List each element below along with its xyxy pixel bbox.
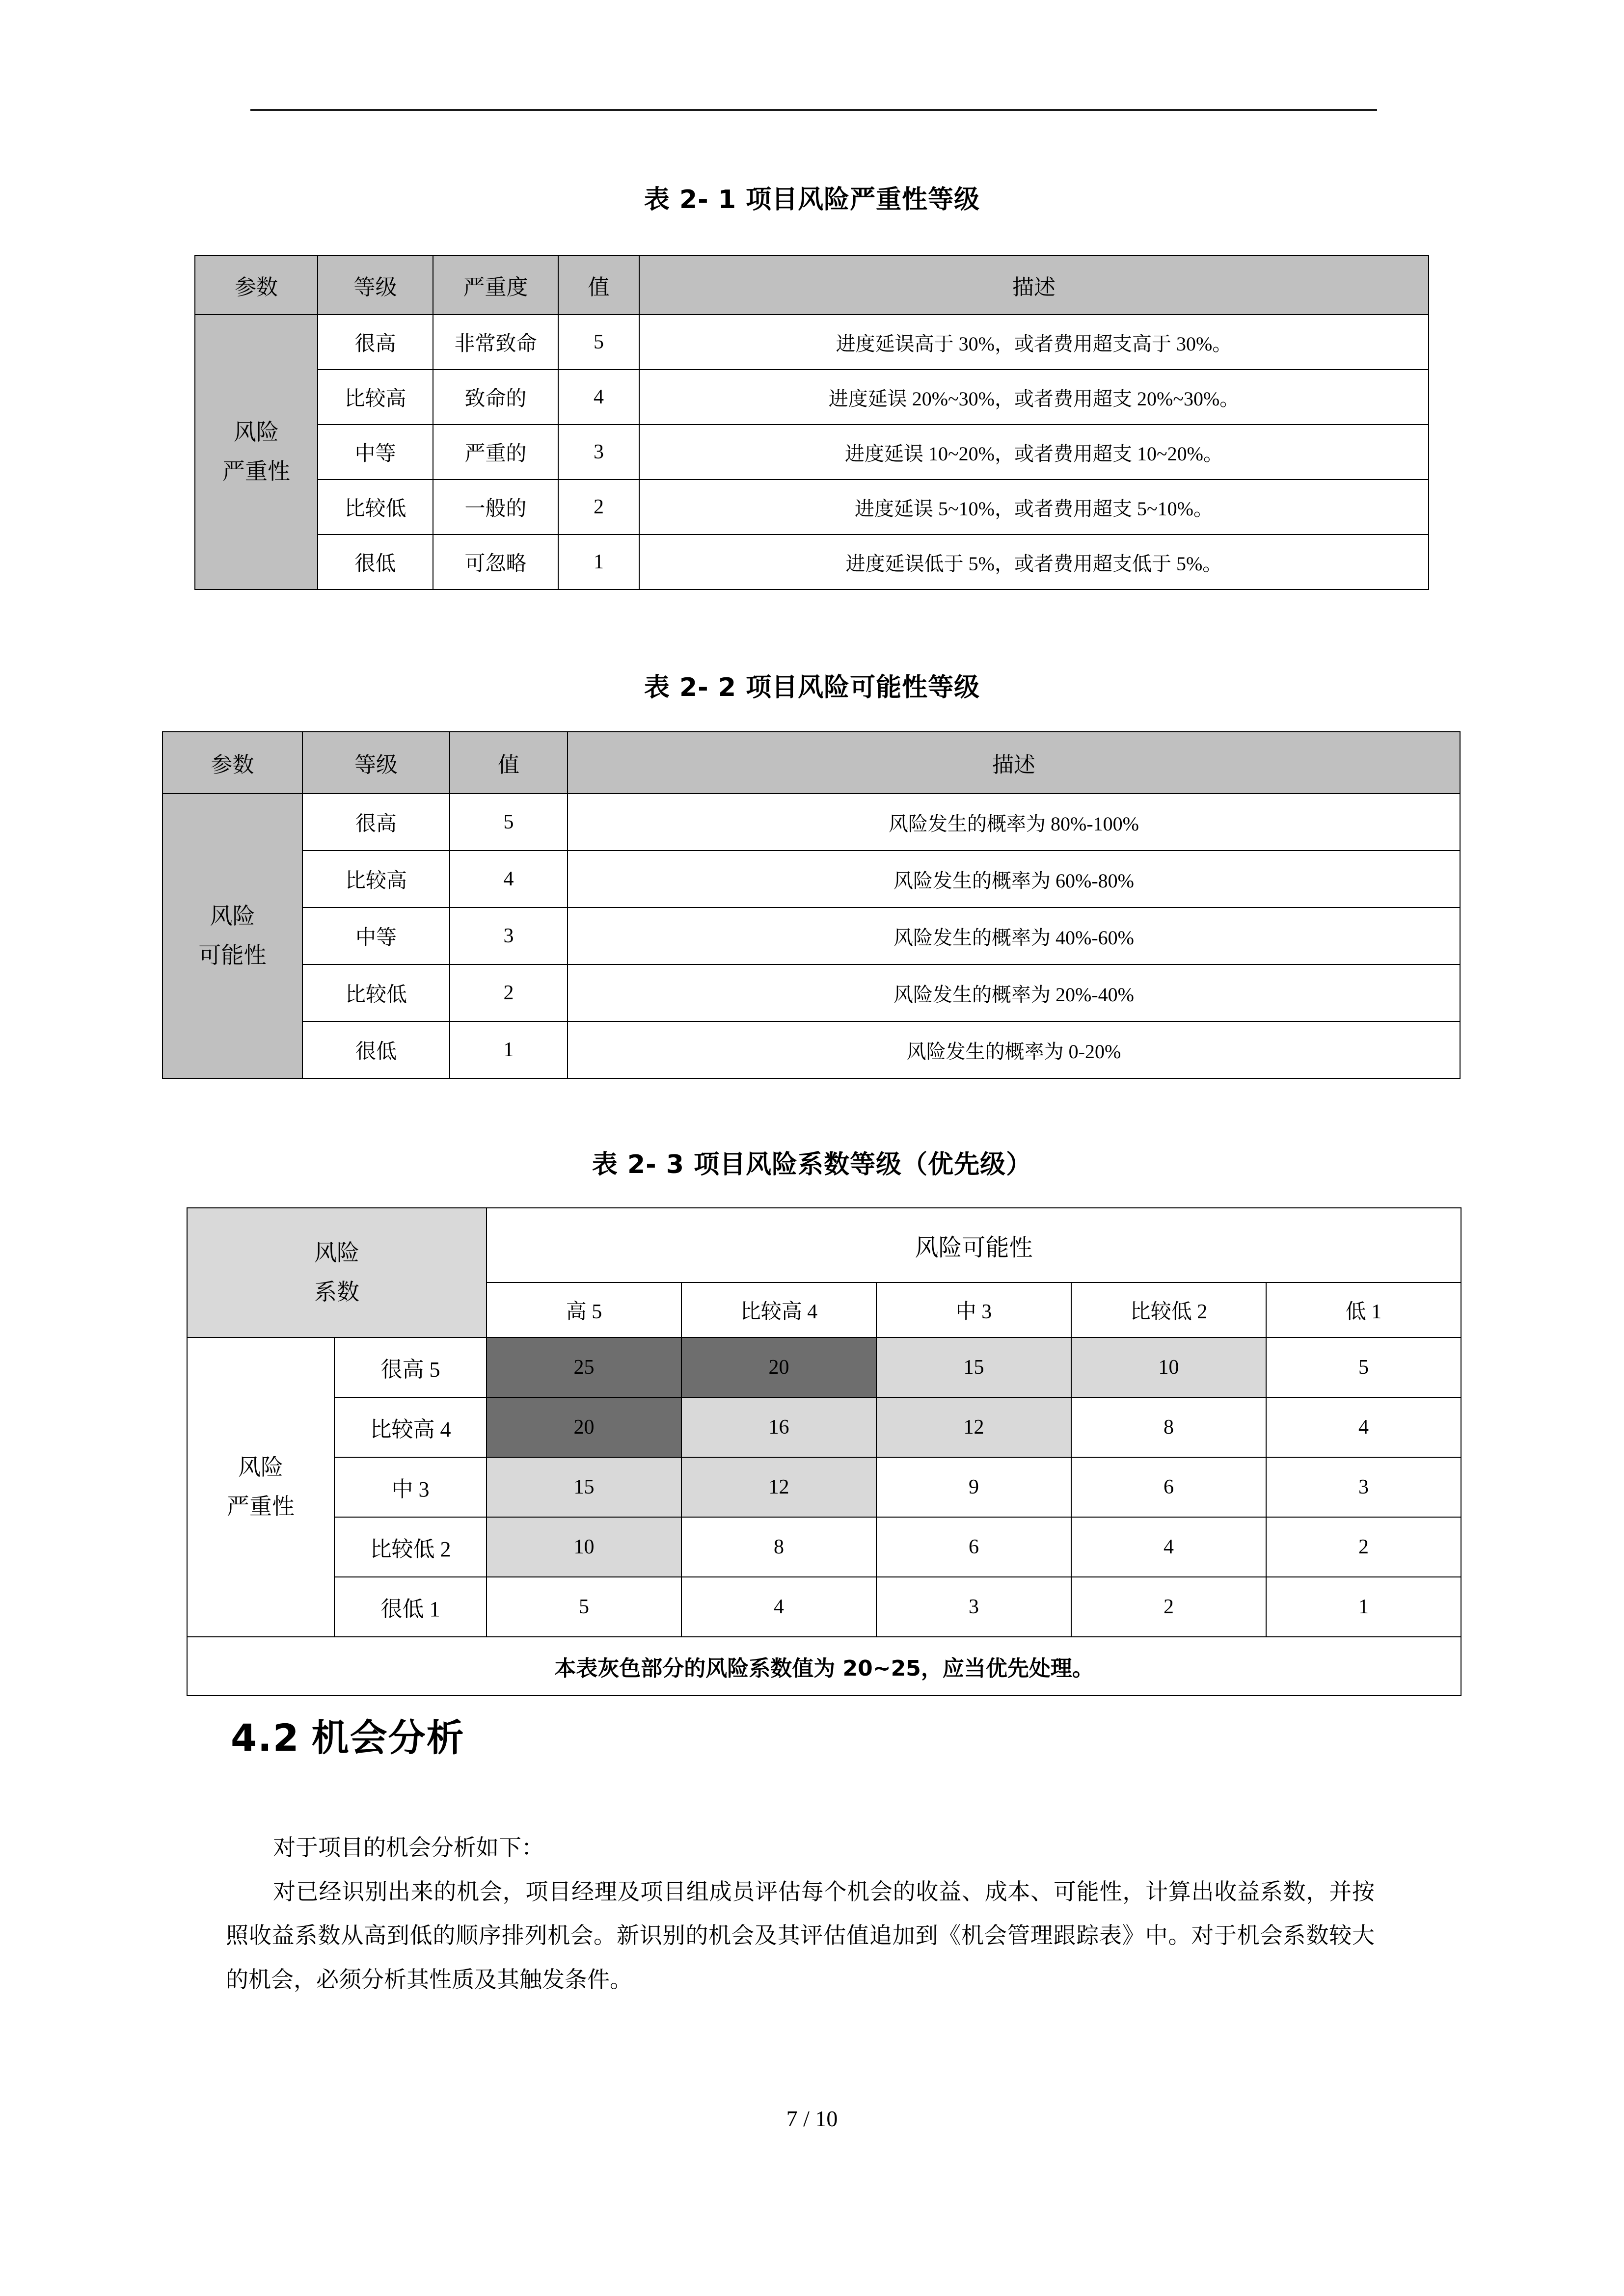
section-title: 机会分析 xyxy=(311,1716,465,1760)
matrix-cell: 20 xyxy=(487,1397,681,1457)
cell-description: 风险发生的概率为 60%-80% xyxy=(568,851,1460,908)
cell-level: 很高 xyxy=(318,315,433,370)
cell-level: 很低 xyxy=(302,1021,450,1078)
row-group-label-line2: 可能性 xyxy=(198,943,267,968)
matrix-row-label-2: 比较高 4 xyxy=(334,1397,487,1457)
table-row xyxy=(187,1457,1461,1517)
cell-level: 比较低 xyxy=(302,964,450,1021)
cell-description: 进度延误 5~10%，或者费用超支 5~10%。 xyxy=(639,480,1429,534)
table-row xyxy=(187,1337,1461,1397)
row-group-label-line1: 风险 xyxy=(234,419,279,445)
cell-severity: 严重的 xyxy=(433,425,558,480)
matrix-cell: 15 xyxy=(876,1337,1071,1397)
cell-level: 比较高 xyxy=(302,851,450,908)
cell-value: 5 xyxy=(450,794,568,851)
table-row xyxy=(187,1517,1461,1577)
cell-description: 风险发生的概率为 20%-40% xyxy=(568,964,1460,1021)
matrix-cell: 6 xyxy=(876,1517,1071,1577)
cell-value: 2 xyxy=(558,480,639,534)
matrix-cell: 3 xyxy=(1266,1457,1461,1517)
table-2-2 xyxy=(162,731,1461,1079)
table-2-1-caption: 表 2- 1 项目风险严重性等级 xyxy=(644,185,980,214)
matrix-cell: 4 xyxy=(681,1577,876,1637)
matrix-cell: 4 xyxy=(1266,1397,1461,1457)
table-2-2-caption: 表 2- 2 项目风险可能性等级 xyxy=(644,673,980,702)
cell-level: 很高 xyxy=(302,794,450,851)
cell-severity: 非常致命 xyxy=(433,315,558,370)
cell-level: 比较高 xyxy=(318,370,433,425)
matrix-cell: 3 xyxy=(876,1577,1071,1637)
column-header-severity: 严重度 xyxy=(433,256,558,315)
matrix-cell: 15 xyxy=(487,1457,681,1517)
table-2-1 xyxy=(194,255,1429,590)
section-body xyxy=(226,1826,1375,2002)
matrix-row-label-1: 很高 5 xyxy=(334,1337,487,1397)
table-row xyxy=(187,1577,1461,1637)
matrix-side-label-risk-severity xyxy=(187,1337,334,1637)
column-header-level: 等级 xyxy=(302,732,450,794)
matrix-corner-line1: 风险 xyxy=(314,1240,359,1265)
table-row xyxy=(195,315,1429,370)
matrix-corner-label xyxy=(187,1208,487,1337)
matrix-cell: 10 xyxy=(487,1517,681,1577)
matrix-row-label-5: 很低 1 xyxy=(334,1577,487,1637)
column-header-value: 值 xyxy=(558,256,639,315)
table-row xyxy=(162,851,1460,908)
cell-level: 中等 xyxy=(302,908,450,964)
cell-level: 中等 xyxy=(318,425,433,480)
column-header-desc: 描述 xyxy=(639,256,1429,315)
matrix-cell: 10 xyxy=(1071,1337,1266,1397)
matrix-cell: 12 xyxy=(681,1457,876,1517)
table-row xyxy=(187,1208,1461,1282)
table-row xyxy=(187,1397,1461,1457)
table-row xyxy=(162,964,1460,1021)
cell-value: 2 xyxy=(450,964,568,1021)
matrix-side-label-line2: 严重性 xyxy=(227,1494,295,1519)
matrix-column-header-1: 高 5 xyxy=(487,1282,681,1337)
matrix-cell: 5 xyxy=(487,1577,681,1637)
cell-description: 风险发生的概率为 80%-100% xyxy=(568,794,1460,851)
row-group-label-risk-severity xyxy=(195,315,318,589)
matrix-row-label-4: 比较低 2 xyxy=(334,1517,487,1577)
cell-value: 3 xyxy=(558,425,639,480)
cell-value: 3 xyxy=(450,908,568,964)
table-2-3-caption: 表 2- 3 项目风险系数等级（优先级） xyxy=(592,1150,1032,1179)
page-header-rule xyxy=(250,109,1377,111)
cell-description: 进度延误低于 5%，或者费用超支低于 5%。 xyxy=(639,534,1429,589)
cell-level: 比较低 xyxy=(318,480,433,534)
matrix-cell: 25 xyxy=(487,1337,681,1397)
matrix-cell: 16 xyxy=(681,1397,876,1457)
cell-severity: 致命的 xyxy=(433,370,558,425)
matrix-cell: 1 xyxy=(1266,1577,1461,1637)
matrix-cell: 2 xyxy=(1071,1577,1266,1637)
matrix-side-label-line1: 风险 xyxy=(238,1454,283,1480)
matrix-footnote: 本表灰色部分的风险系数值为 20~25，应当优先处理。 xyxy=(187,1637,1461,1696)
table-row xyxy=(195,256,1429,315)
column-header-level: 等级 xyxy=(318,256,433,315)
matrix-cell: 8 xyxy=(1071,1397,1266,1457)
cell-description: 风险发生的概率为 40%-60% xyxy=(568,908,1460,964)
matrix-cell: 6 xyxy=(1071,1457,1266,1517)
matrix-cell: 20 xyxy=(681,1337,876,1397)
matrix-cell: 12 xyxy=(876,1397,1071,1457)
table-row xyxy=(162,908,1460,964)
paragraph-2: 对已经识别出来的机会，项目经理及项目组成员评估每个机会的收益、成本、可能性，计算出收益系数，并按照收益系数从高到低的顺序排列机会。新识别的机会及其评估值追加到《机会管理跟踪表》中。对于机会系数较大的机会，必须分析其性质及其触发条件。 xyxy=(226,1879,1375,1993)
page-number: 7 / 10 xyxy=(786,2106,838,2131)
cell-value: 5 xyxy=(558,315,639,370)
column-header-param: 参数 xyxy=(195,256,318,315)
cell-value: 4 xyxy=(558,370,639,425)
cell-severity: 一般的 xyxy=(433,480,558,534)
matrix-column-header-2: 比较高 4 xyxy=(681,1282,876,1337)
table-row xyxy=(162,732,1460,794)
section-number: 4.2 xyxy=(231,1716,300,1760)
row-group-label-line1: 风险 xyxy=(210,903,255,929)
table-row xyxy=(162,794,1460,851)
cell-description: 风险发生的概率为 0-20% xyxy=(568,1021,1460,1078)
cell-level: 很低 xyxy=(318,534,433,589)
matrix-corner-line2: 系数 xyxy=(314,1280,359,1305)
section-heading-4-2 xyxy=(231,1708,465,1762)
cell-description: 进度延误 20%~30%，或者费用超支 20%~30%。 xyxy=(639,370,1429,425)
table-row xyxy=(195,425,1429,480)
cell-value: 1 xyxy=(450,1021,568,1078)
table-2-3-risk-matrix xyxy=(187,1207,1462,1696)
matrix-column-header-4: 比较低 2 xyxy=(1071,1282,1266,1337)
matrix-top-header: 风险可能性 xyxy=(487,1208,1461,1282)
column-header-param: 参数 xyxy=(162,732,302,794)
matrix-cell: 8 xyxy=(681,1517,876,1577)
row-group-label-line2: 严重性 xyxy=(222,459,290,484)
table-row xyxy=(162,1021,1460,1078)
column-header-value: 值 xyxy=(450,732,568,794)
table-row xyxy=(195,370,1429,425)
column-header-desc: 描述 xyxy=(568,732,1460,794)
cell-description: 进度延误高于 30%，或者费用超支高于 30%。 xyxy=(639,315,1429,370)
matrix-cell: 4 xyxy=(1071,1517,1266,1577)
matrix-row-label-3: 中 3 xyxy=(334,1457,487,1517)
matrix-cell: 5 xyxy=(1266,1337,1461,1397)
table-row xyxy=(187,1637,1461,1696)
matrix-cell: 9 xyxy=(876,1457,1071,1517)
cell-description: 进度延误 10~20%，或者费用超支 10~20%。 xyxy=(639,425,1429,480)
cell-value: 4 xyxy=(450,851,568,908)
matrix-cell: 2 xyxy=(1266,1517,1461,1577)
matrix-column-header-5: 低 1 xyxy=(1266,1282,1461,1337)
cell-value: 1 xyxy=(558,534,639,589)
table-row xyxy=(195,480,1429,534)
matrix-column-header-3: 中 3 xyxy=(876,1282,1071,1337)
table-row xyxy=(195,534,1429,589)
row-group-label-risk-probability xyxy=(162,794,302,1078)
cell-severity: 可忽略 xyxy=(433,534,558,589)
paragraph-1: 对于项目的机会分析如下： xyxy=(273,1835,544,1860)
